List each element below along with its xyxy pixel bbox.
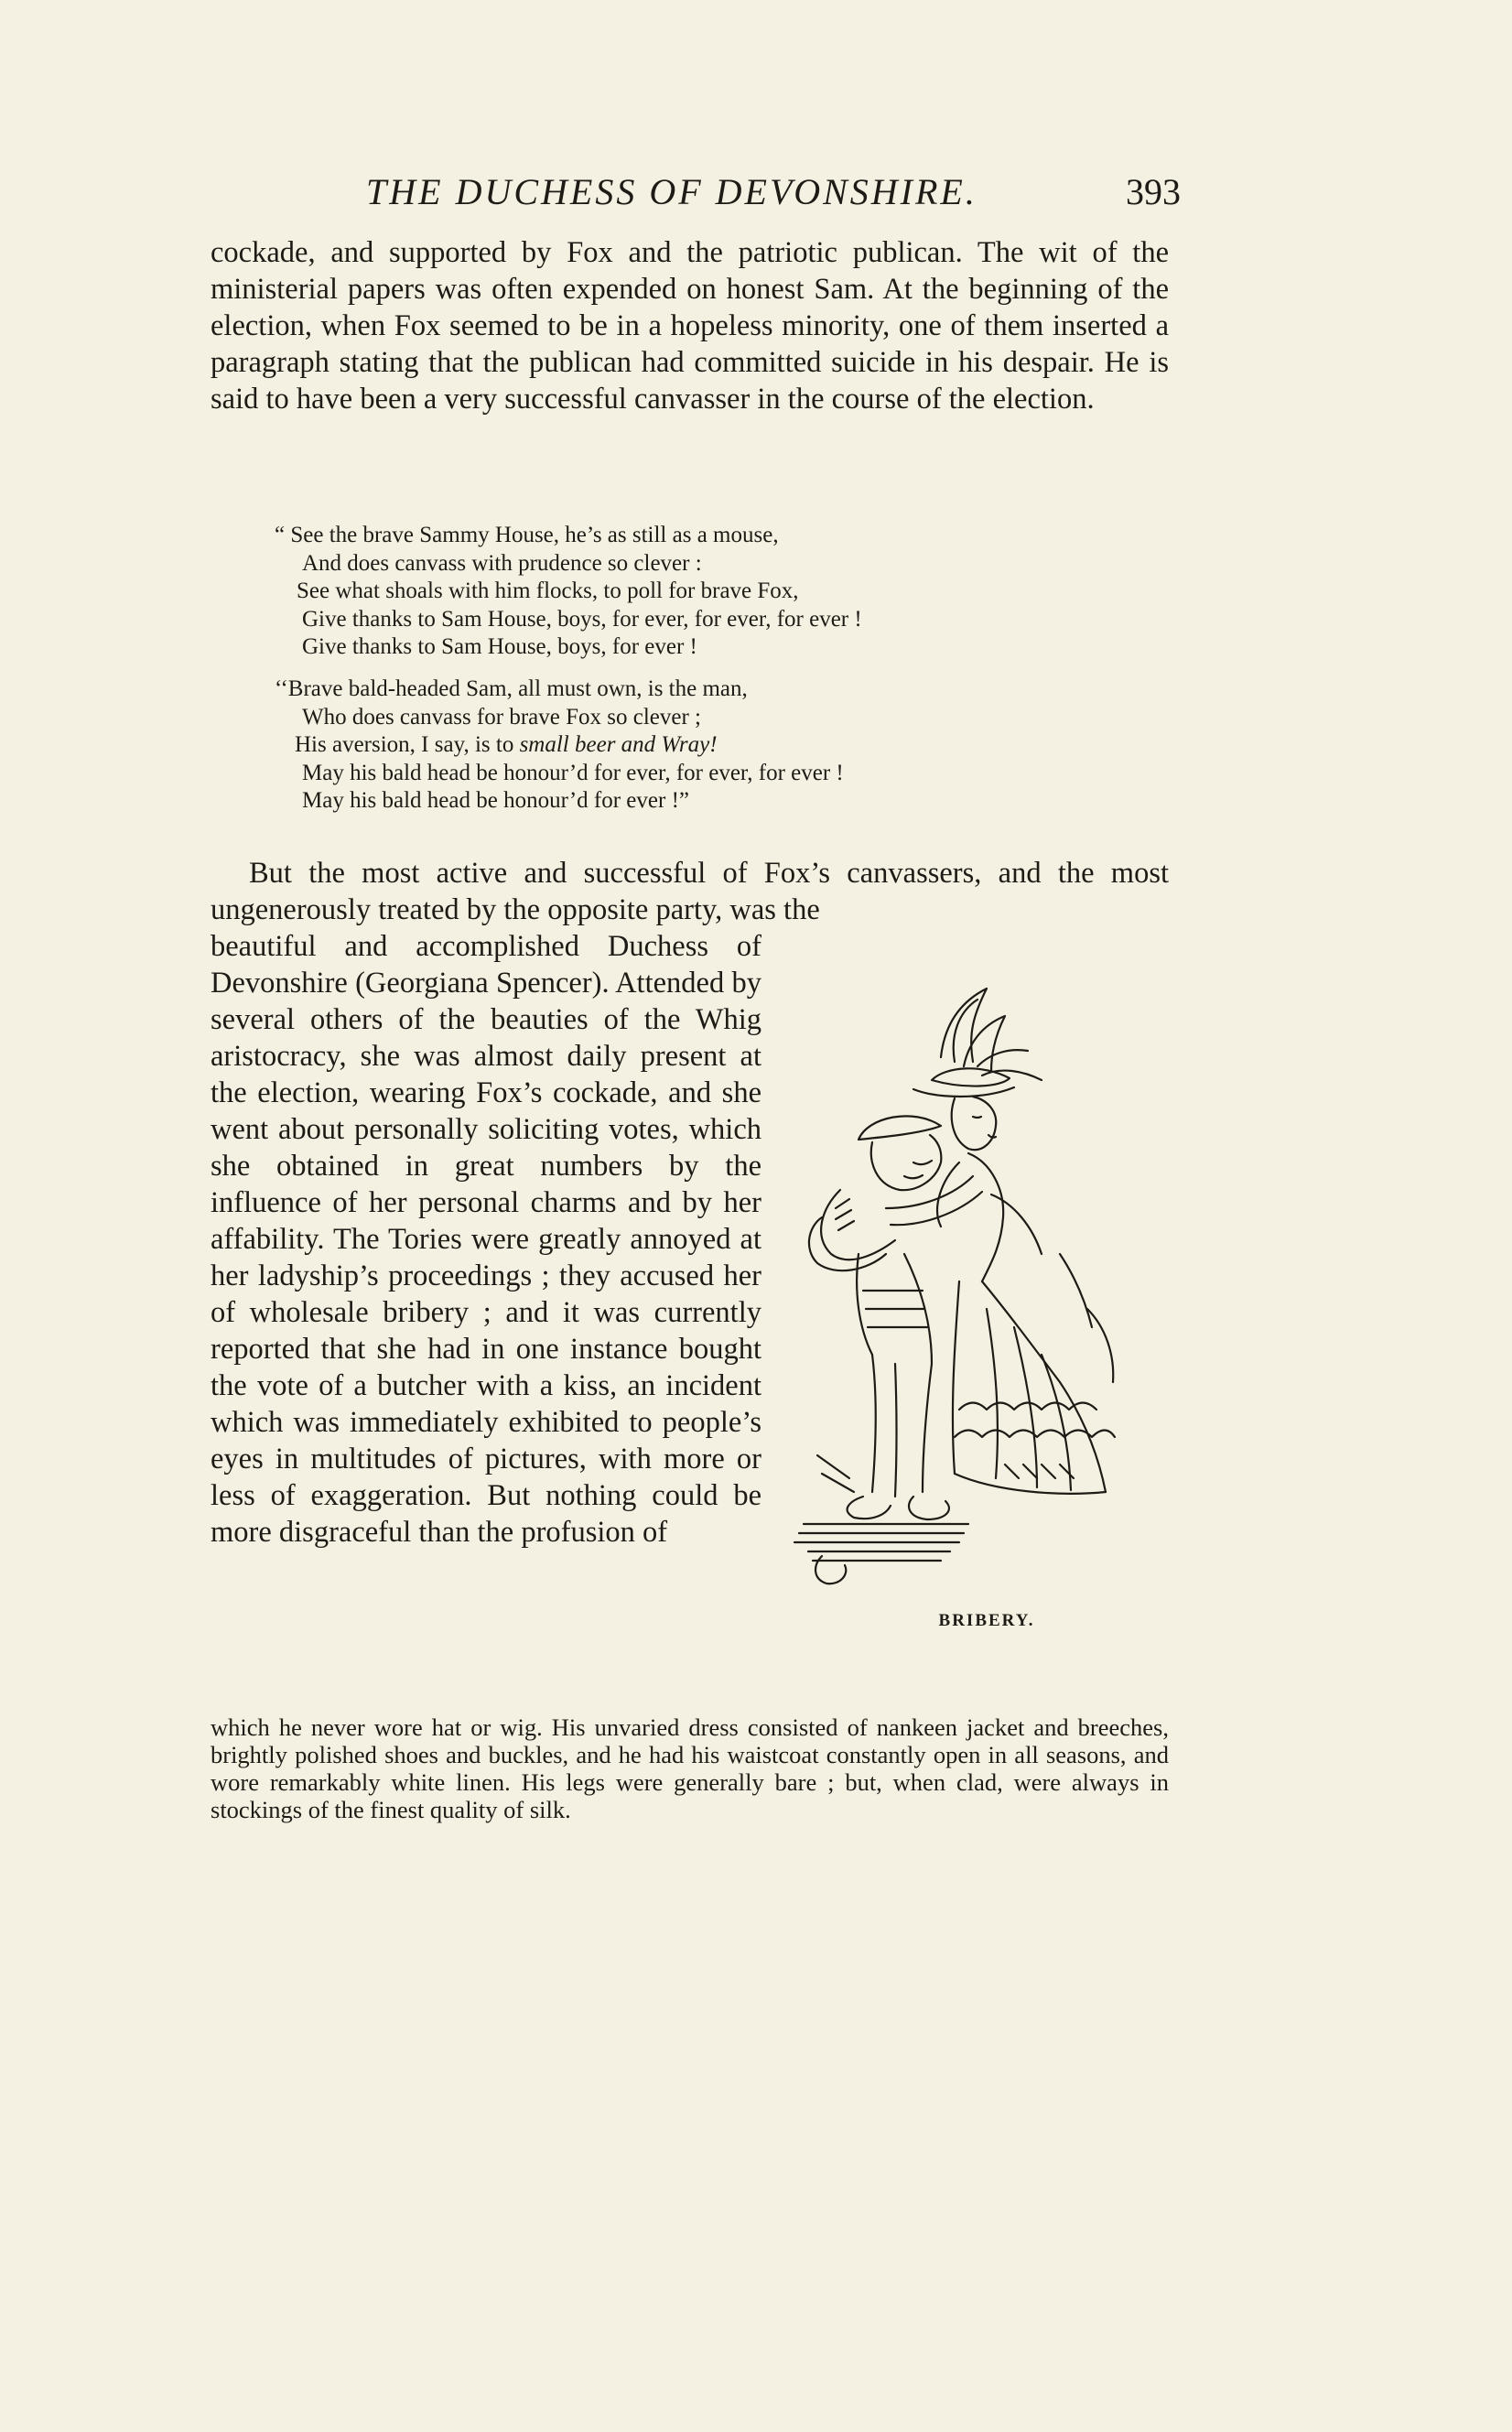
running-title: THE DUCHESS OF DEVONSHIRE.	[366, 171, 977, 212]
verse-line-italic: small beer and Wray!	[519, 732, 718, 757]
verse-stanza-1	[275, 522, 1153, 662]
verse-line: “ See the brave Sammy House, he’s as still as a mouse,	[275, 523, 779, 547]
verse-line	[275, 731, 1153, 760]
verse-stanza-2	[275, 676, 1153, 816]
verse-line: Give thanks to Sam House, boys, for ever !	[302, 634, 697, 659]
verse-line: See what shoals with him flocks, to poll for brave Fox,	[297, 578, 799, 603]
figure-caption: BRIBERY.	[938, 1611, 1035, 1630]
verse-line: May his bald head be honour’d for ever !”	[302, 788, 689, 813]
bribery-illustration	[785, 979, 1170, 1638]
paragraph-2-lead: But the most active and successful of Fox’s canvassers, and the most ungenerously treated by the opposite party, was the	[211, 857, 1169, 926]
engraving-drawing	[785, 979, 1170, 1611]
verse-line: Who does canvass for brave Fox so clever ;	[302, 704, 701, 730]
verse-line: ‘‘Brave bald-headed Sam, all must own, is the man,	[275, 676, 748, 701]
page-header	[211, 165, 1181, 220]
verse-line: Give thanks to Sam House, boys, for ever, for ever, for ever !	[302, 606, 862, 632]
verse-line: And does canvass with prudence so clever :	[302, 550, 702, 576]
verse-line: May his bald head be honour’d for ever, for ever, for ever !	[302, 760, 844, 785]
paragraph-1: cockade, and supported by Fox and the patriotic publican. The wit of the ministerial papers was often expended on honest Sam. At the beginning of the election, when Fox seemed to be in a hopeless minority, one of them inserted a paragraph stating that the publican had committed suicide in his despair. He is said to have been a very successful canvasser in the course of the election.	[211, 236, 1169, 416]
footnote: which he never wore hat or wig. His unvaried dress consisted of nankeen jacket and breeches, brightly polished shoes and buckles, and he had his waistcoat constantly open in all seasons, and wore remarkably white linen. His legs were generally bare ; but, when clad, were always in stockings of the finest quality of silk.	[211, 1713, 1169, 1823]
page-number: 393	[1126, 171, 1181, 212]
paragraph-2-column: beautiful and accomplished Duchess of Devonshire (Georgiana Spencer). Attended by several others of the beauties of the Whig aristocracy, she was almost daily present at the election, wearing Fox’s cockade, and she went about personally soliciting votes, which she obtained in great numbers by the influence of her personal charms and by her affability. The Tories were greatly annoyed at her ladyship’s proceedings ; they accused her of wholesale bribery ; and it was currently reported that she had in one instance bought the vote of a butcher with a kiss, an incident which was immediately exhibited to people’s eyes in multitudes of pictures, with more or less of exaggeration. But nothing could be more disgraceful than the profusion of	[211, 930, 761, 1549]
verse-line-start: His aversion, I say, is to	[295, 732, 520, 757]
